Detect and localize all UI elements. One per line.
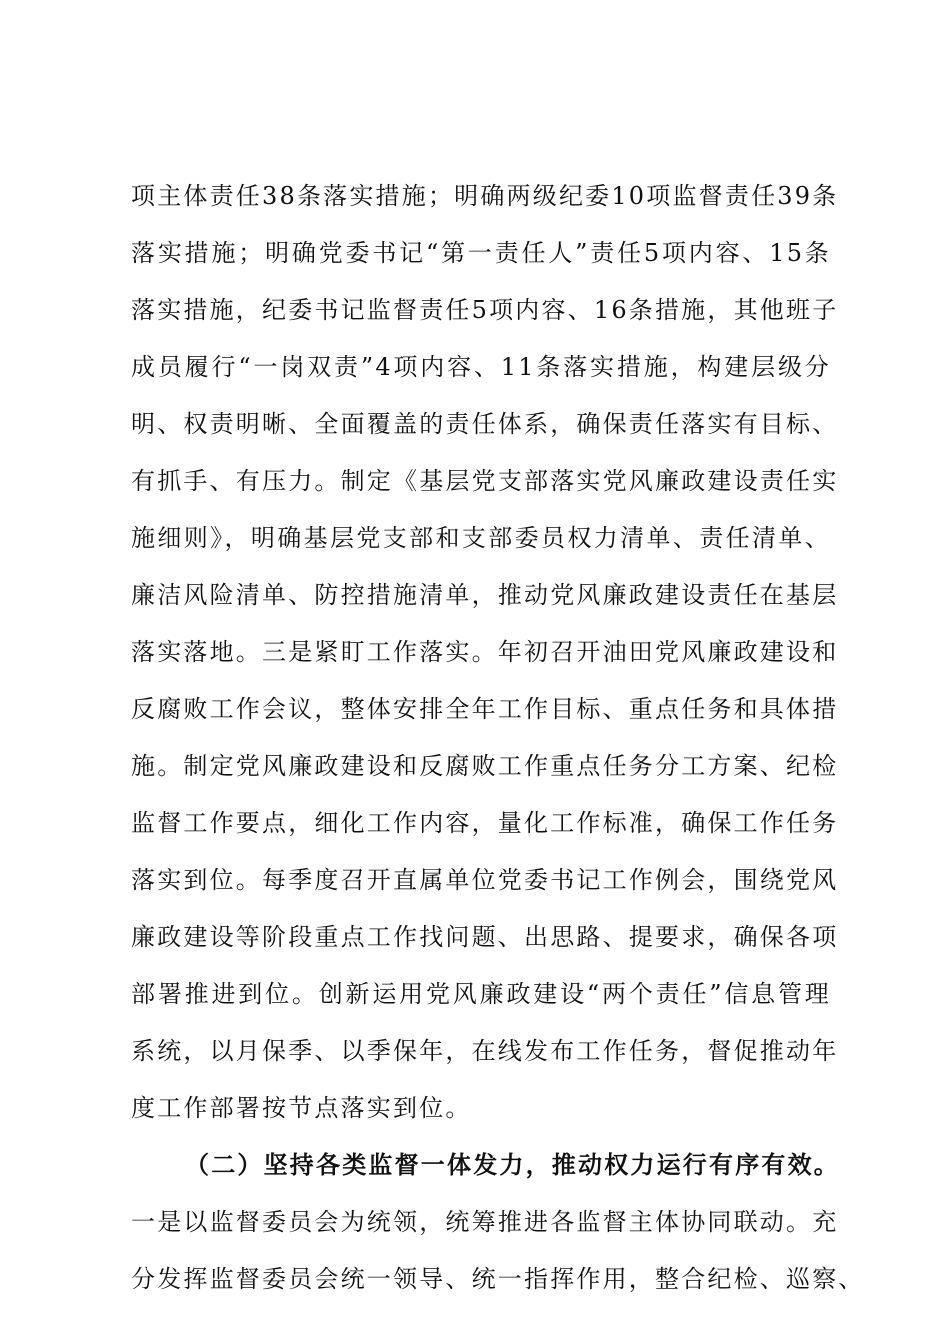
body-text-line: 施细则》，明确基层党支部和支部委员权力清单、责任清单、 bbox=[131, 524, 831, 552]
body-text-line: 落实措施；明确党委书记“第一责任人”责任5项内容、15条 bbox=[131, 239, 831, 267]
body-text-line: 落实措施，纪委书记监督责任5项内容、16条措施，其他班子 bbox=[131, 296, 839, 324]
body-text-line: 施。制定党风廉政建设和反腐败工作重点任务分工方案、纪检 bbox=[131, 752, 839, 780]
body-text-line: 落实落地。三是紧盯工作落实。年初召开油田党风廉政建设和 bbox=[131, 638, 839, 666]
body-text-line: 成员履行“一岗双责”4项内容、11条落实措施，构建层级分 bbox=[131, 353, 831, 381]
body-text-line: 部署推进到位。创新运用党风廉政建设“两个责任”信息管理 bbox=[131, 980, 831, 1008]
body-text-line: 系统，以月保季、以季保年，在线发布工作任务，督促推动年 bbox=[131, 1037, 839, 1065]
body-text-line: 度工作部署按节点落实到位。 bbox=[131, 1094, 472, 1122]
body-text-line: 明、权责明晰、全面覆盖的责任体系，确保责任落实有目标、 bbox=[131, 410, 839, 438]
body-text-line: 廉政建设等阶段重点工作找问题、出思路、提要求，确保各项 bbox=[131, 923, 839, 951]
body-text-line: 有抓手、有压力。制定《基层党支部落实党风廉政建设责任实 bbox=[131, 467, 839, 495]
body-text-line: 廉洁风险清单、防控措施清单，推动党风廉政建设责任在基层 bbox=[131, 581, 839, 609]
section-heading: （二）坚持各类监督一体发力，推动权力运行有序有效。 bbox=[185, 1150, 840, 1179]
body-text-line: 分发挥监督委员会统一领导、统一指挥作用，整合纪检、巡察、 bbox=[131, 1265, 865, 1293]
body-text-line: 反腐败工作会议，整体安排全年工作目标、重点任务和具体措 bbox=[131, 695, 839, 723]
body-text-line: 一是以监督委员会为统领，统筹推进各监督主体协同联动。充 bbox=[131, 1208, 839, 1236]
body-text-line: 项主体责任38条落实措施；明确两级纪委10项监督责任39条 bbox=[131, 182, 839, 210]
body-text-line: 落实到位。每季度召开直属单位党委书记工作例会，围绕党风 bbox=[131, 866, 839, 894]
body-text-line: 监督工作要点，细化工作内容，量化工作标准，确保工作任务 bbox=[131, 809, 839, 837]
